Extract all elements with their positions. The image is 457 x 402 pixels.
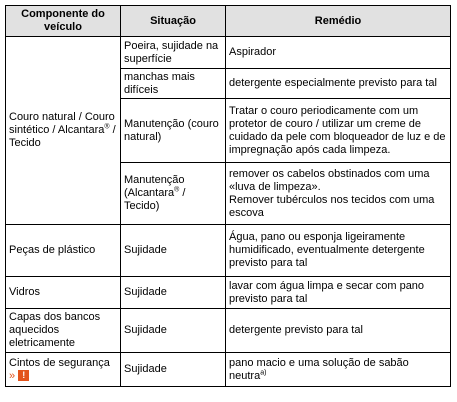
- table-row: [6, 225, 451, 277]
- situation-cell: Sujidade: [121, 277, 226, 309]
- situation-cell: Sujidade: [121, 353, 226, 387]
- remedy-cell: detergente especialmente previsto para tal: [226, 69, 451, 99]
- situation-cell: Poeira, sujidade na superfície: [121, 37, 226, 69]
- header-remedy: Remédio: [226, 6, 451, 37]
- remedy-cell: detergente previsto para tal: [226, 309, 451, 353]
- remedy-cell: pano macio e uma solução de sabão neutra$^{a)}$: [226, 353, 451, 387]
- header-row: [6, 6, 451, 37]
- table-row: [6, 353, 451, 387]
- remedy-cell: remover os cabelos obstinados com uma «luva de limpeza». Remover tubérculos nos tecidos com uma escova: [226, 163, 451, 225]
- remedy-cell: Aspirador: [226, 37, 451, 69]
- component-cell: Peças de plástico: [6, 225, 121, 277]
- situation-cell: Manutenção (couro natural): [121, 99, 226, 163]
- table-row: [6, 309, 451, 353]
- link-arrow-icon[interactable]: »: [9, 369, 16, 382]
- footnote-ref[interactable]: a): [260, 368, 267, 376]
- situation-cell: Sujidade: [121, 309, 226, 353]
- component-cell: Vidros: [6, 277, 121, 309]
- table-row: [6, 37, 451, 69]
- component-cell: Cintos de segurança » !: [6, 353, 121, 387]
- remedy-cell: Tratar o couro periodicamente com um protetor de couro / utilizar um creme de cuidado da pele com bloqueador de luz e de impregnação após cada limpeza.: [226, 99, 451, 163]
- situation-cell: manchas mais difíceis: [121, 69, 226, 99]
- situation-cell: Sujidade: [121, 225, 226, 277]
- header-component: Componente do veículo: [6, 6, 121, 37]
- table-row: [6, 277, 451, 309]
- header-situation: Situação: [121, 6, 226, 37]
- remedy-cell: lavar com água limpa e secar com pano previsto para tal: [226, 277, 451, 309]
- component-cell: Couro natural / Couro sintético / Alcantara® / Tecido: [6, 37, 121, 225]
- remedy-cell: Água, pano ou esponja ligeiramente humidificado, eventualmente detergente previsto para tal: [226, 225, 451, 277]
- situation-cell: Manutenção (Alcantara® / Tecido): [121, 163, 226, 225]
- care-table: [5, 5, 451, 387]
- warning-icon: !: [18, 370, 29, 381]
- component-cell: Capas dos bancos aquecidos eletricamente: [6, 309, 121, 353]
